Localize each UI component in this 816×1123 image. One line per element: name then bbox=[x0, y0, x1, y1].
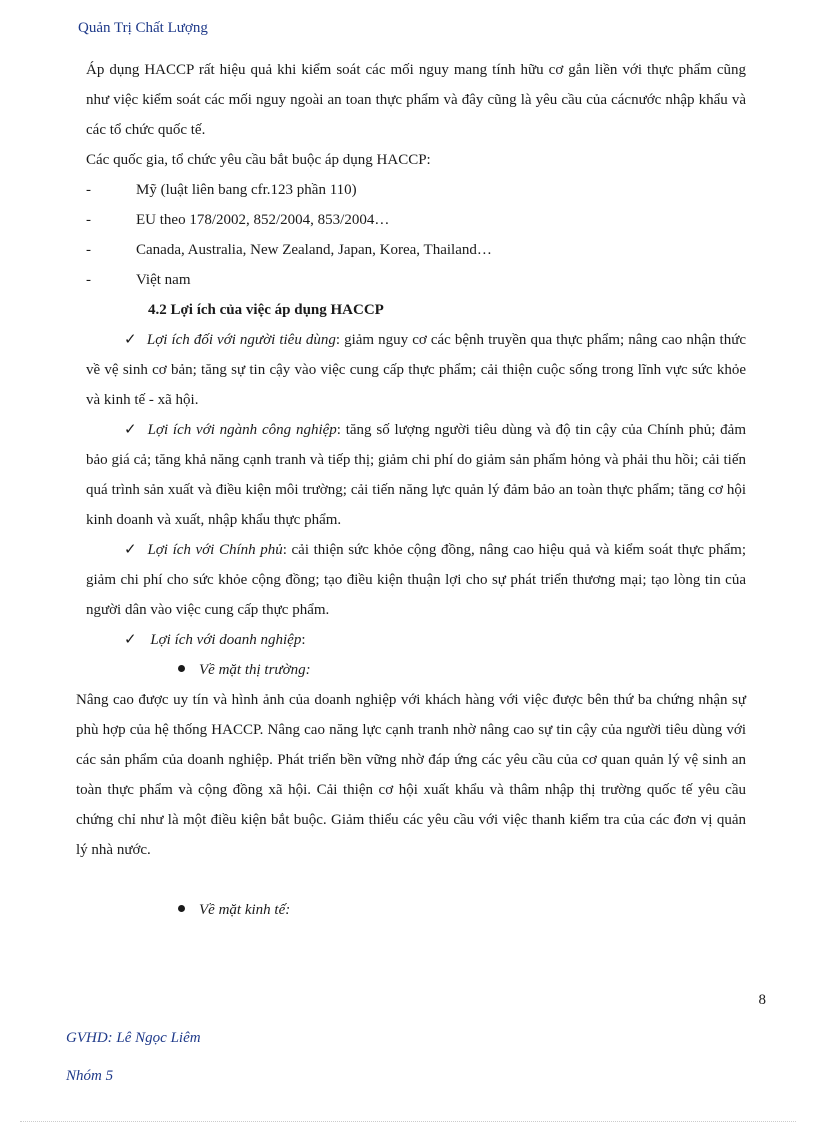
check-icon: ✓ bbox=[124, 332, 137, 348]
page-header: Quản Trị Chất Lượng bbox=[78, 20, 208, 36]
check-icon: ✓ bbox=[124, 632, 137, 648]
country-item-vietnam: - Việt nam bbox=[86, 265, 746, 295]
benefit-label: Lợi ích với doanh nghiệp bbox=[150, 632, 302, 648]
dash-marker: - bbox=[86, 212, 91, 228]
country-item-eu: - EU theo 178/2002, 852/2004, 853/2004… bbox=[86, 205, 746, 235]
check-icon: ✓ bbox=[124, 542, 138, 558]
intro-paragraph: Áp dụng HACCP rất hiệu quả khi kiểm soát các mối nguy mang tính hữu cơ gắn liền với thực phẩm cũng như việc kiểm soát các mối nguy ngoài an toan thực phẩm và đây cũng là yêu cầu của cácnước nhập khẩu và các tổ chức quốc tế. bbox=[86, 62, 746, 138]
market-heading: Về mặt thị trường: bbox=[86, 655, 746, 685]
benefit-industry: ✓ Lợi ích với ngành công nghiệp: tăng số lượng người tiêu dùng và độ tin cậy của Chính phủ; đảm bảo giá cả; tăng khả năng cạnh tranh và tiếp thị; giảm chi phí do giảm sản phẩm hỏng và phải thu hồi; cải tiến quá trình sản xuất và điều kiện môi trường; cải tiến năng lực quản lý đảm bảo an toàn thực phẩm; tăng cơ hội kinh doanh và xuất, nhập khẩu thực phẩm. bbox=[86, 422, 746, 528]
bullet-icon bbox=[178, 905, 185, 912]
dash-marker: - bbox=[86, 182, 91, 198]
country-item-us: - Mỹ (luật liên bang cfr.123 phần 110) bbox=[86, 175, 746, 205]
section-heading: 4.2 Lợi ích của việc áp dụng HACCP bbox=[148, 302, 384, 318]
countries-intro: Các quốc gia, tổ chức yêu cầu bắt buộc áp dụng HACCP: bbox=[86, 152, 431, 168]
page-number: 8 bbox=[758, 992, 766, 1008]
country-item-others: - Canada, Australia, New Zealand, Japan, Korea, Thailand… bbox=[86, 235, 746, 265]
market-paragraph: Nâng cao được uy tín và hình ảnh của doanh nghiệp với khách hàng với việc được bên thứ ba chứng nhận sự phù hợp của hệ thống HACCP. Nâng cao năng lực cạnh tranh nhờ nâng cao sự tin cậy của người tiêu dùng với các sản phẩm của doanh nghiệp. Phát triển bền vững nhờ đáp ứng các yêu cầu của cơ quan quản lý vệ sinh an toàn thực phẩm và cộng đồng xã hội. Cải thiện cơ hội xuất khẩu và thâm nhập thị trường quốc tế yêu cầu chứng chỉ như là một điều kiện bắt buộc. Giảm thiểu các yêu cầu với việc thanh kiểm tra của các đơn vị quản lý nhà nước. bbox=[76, 692, 746, 858]
document-body bbox=[76, 55, 746, 925]
benefit-label: Lợi ích với ngành công nghiệp bbox=[147, 422, 337, 438]
dash-marker: - bbox=[86, 242, 91, 258]
benefit-government: ✓ Lợi ích với Chính phủ: cải thiện sức khỏe cộng đồng, nâng cao hiệu quả và kiểm soát thực phẩm; giảm chi phí cho sức khỏe cộng đồng; tạo điều kiện thuận lợi cho sự phát triển thương mại; tạo lòng tin của người dân vào việc cung cấp thực phẩm. bbox=[86, 542, 746, 618]
economy-heading: Về mặt kinh tế: bbox=[86, 895, 746, 925]
bullet-icon bbox=[178, 665, 185, 672]
page-bottom-rule bbox=[20, 1121, 796, 1122]
benefit-business: ✓ Lợi ích với doanh nghiệp: bbox=[124, 632, 306, 648]
dash-marker: - bbox=[86, 272, 91, 288]
footer-advisor: GVHD: Lê Ngọc Liêm bbox=[66, 1030, 201, 1046]
benefit-label: Lợi ích với Chính phủ bbox=[147, 542, 283, 558]
footer-group: Nhóm 5 bbox=[66, 1068, 114, 1084]
benefit-label: Lợi ích đối với người tiêu dùng bbox=[146, 332, 336, 348]
benefit-consumers: ✓ Lợi ích đối với người tiêu dùng: giảm nguy cơ các bệnh truyền qua thực phẩm; nâng cao nhận thức về vệ sinh cơ bản; tăng sự tin cậy vào việc cung cấp thực phẩm; cải thiện cuộc sống trong lĩnh vực sức khỏe và kinh tế - xã hội. bbox=[86, 332, 746, 408]
check-icon: ✓ bbox=[124, 422, 138, 438]
